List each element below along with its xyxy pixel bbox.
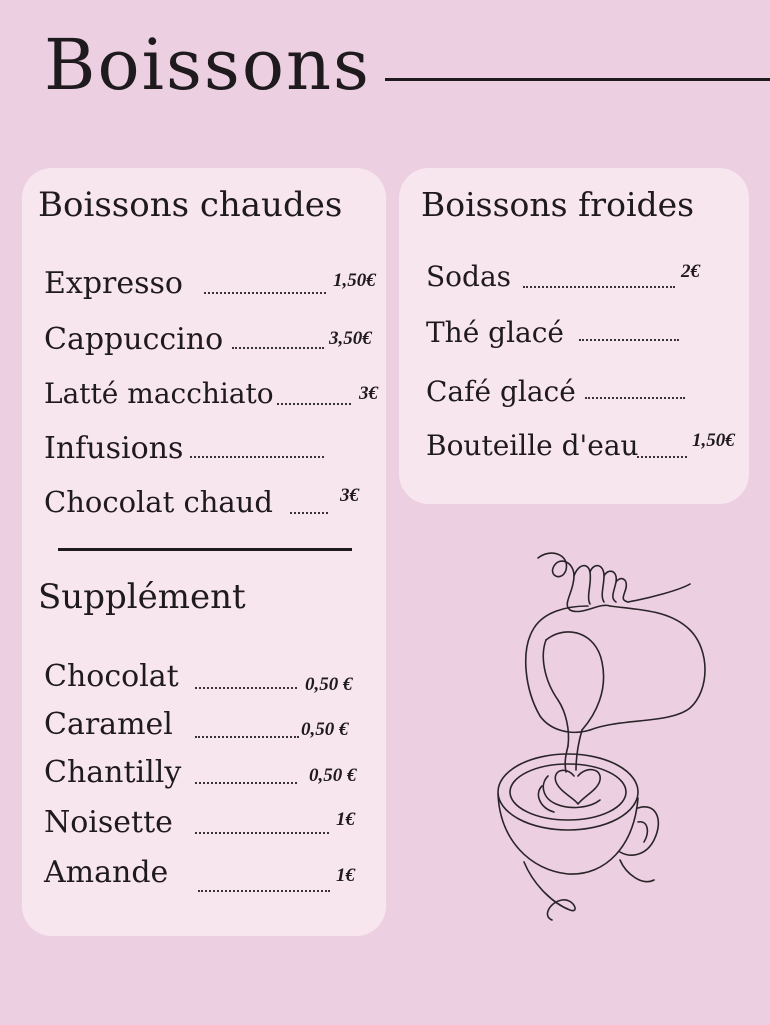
hot-drinks-card [22,168,386,936]
coffee-latte-art-line-drawing-icon [470,540,720,930]
item-price: 2€ [681,261,700,282]
item-name: Sodas [426,260,512,293]
item-name: Café glacé [426,375,576,408]
item-price: 3€ [340,485,359,506]
dot-leader [204,292,326,294]
dot-leader [290,512,328,514]
item-name: Cappuccino [44,322,224,357]
extras-title: Supplément [38,577,246,617]
hot-drinks-title: Boissons chaudes [38,185,343,225]
item-price: 0,50 € [301,719,349,740]
section-divider [58,548,352,551]
dot-leader [523,286,675,288]
item-name: Infusions [44,431,184,466]
item-price: 0,50 € [305,674,353,695]
dot-leader [198,890,330,892]
cold-drinks-title: Boissons froides [421,185,695,224]
item-name: Caramel [44,707,173,742]
title-rule [385,78,770,81]
dot-leader [585,397,685,399]
dot-leader [195,736,299,738]
dot-leader [195,782,297,784]
item-name: Noisette [44,805,173,840]
dot-leader [232,347,324,349]
dot-leader [195,687,297,689]
item-price: 1,50€ [692,430,735,451]
cold-drinks-card [399,168,749,504]
item-price: 0,50 € [309,765,357,786]
item-name: Bouteille d'eau [426,429,639,462]
item-name: Thé glacé [426,316,565,349]
item-price: 1€ [336,809,355,830]
dot-leader [195,832,329,834]
item-price: 1,50€ [333,270,376,291]
dot-leader [579,339,679,341]
dot-leader [637,456,687,458]
dot-leader [190,456,324,458]
item-name: Amande [44,855,169,890]
item-price: 3€ [359,383,378,404]
item-price: 3,50€ [329,328,372,349]
item-name: Chantilly [44,755,182,790]
page-title: Boissons [44,24,371,106]
item-price: 1€ [336,865,355,886]
item-name: Chocolat chaud [44,485,273,519]
item-name: Chocolat [44,659,179,694]
dot-leader [277,403,351,405]
item-name: Expresso [44,266,183,301]
item-name: Latté macchiato [44,377,274,410]
